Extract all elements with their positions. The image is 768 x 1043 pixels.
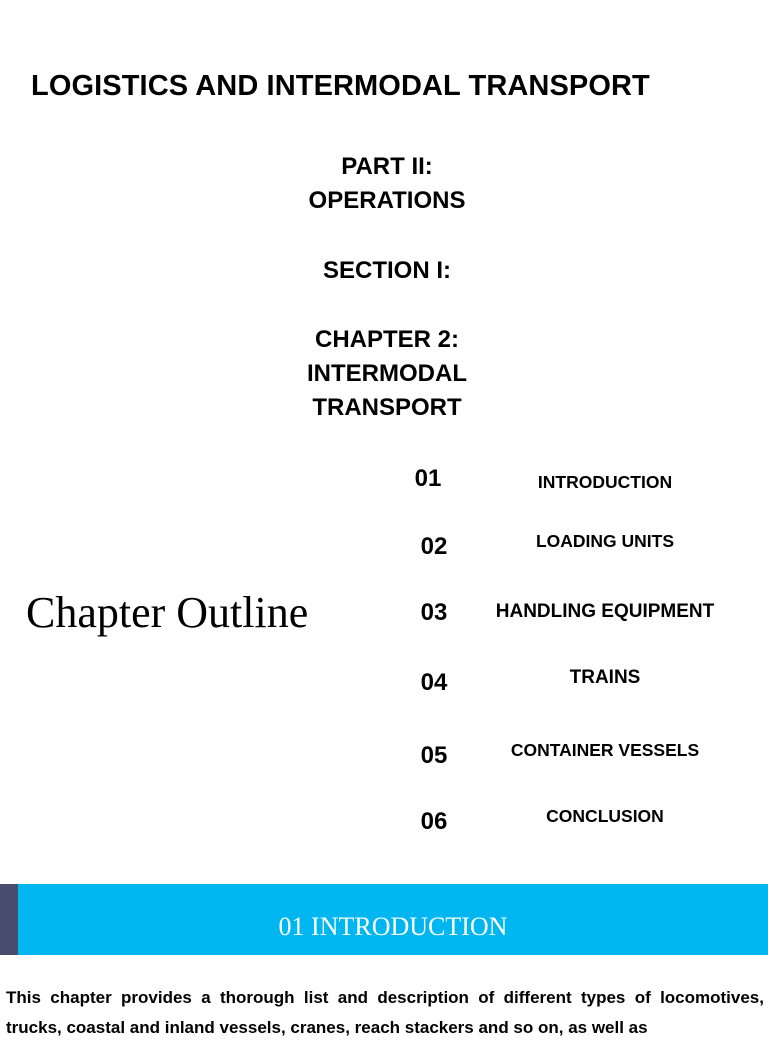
section-heading: SECTION I: bbox=[322, 257, 451, 284]
part-heading bbox=[287, 150, 487, 218]
outline-item-number: 05 bbox=[420, 742, 448, 769]
section-banner bbox=[18, 884, 768, 955]
banner-title: 01 INTRODUCTION bbox=[278, 912, 508, 941]
outline-heading: Chapter Outline bbox=[26, 588, 309, 637]
chapter-name: INTERMODAL TRANSPORT bbox=[307, 360, 467, 421]
outline-item-number: 04 bbox=[420, 669, 448, 696]
outline-item-label: INTRODUCTION bbox=[537, 472, 673, 492]
outline-item-label: CONTAINER VESSELS bbox=[510, 740, 700, 760]
banner-accent-bar bbox=[0, 884, 18, 955]
outline-item-number: 06 bbox=[420, 808, 448, 835]
outline-item-label: TRAINS bbox=[569, 667, 641, 688]
chapter-label: CHAPTER 2: bbox=[314, 326, 459, 353]
intro-paragraph: This chapter provides a thorough list and description of different types of locomotives, trucks, coastal and inland vessels, cranes, reach stackers and so on, as well as bbox=[6, 988, 764, 1037]
outline-item-label: HANDLING EQUIPMENT bbox=[495, 601, 715, 622]
outline-item-number: 02 bbox=[420, 533, 448, 560]
part-name: OPERATIONS bbox=[308, 187, 466, 214]
outline-item-label: CONCLUSION bbox=[546, 806, 664, 826]
outline-item-number: 01 bbox=[414, 465, 442, 492]
part-number: PART II: bbox=[341, 153, 433, 180]
chapter-heading bbox=[287, 323, 487, 433]
document-title: LOGISTICS AND INTERMODAL TRANSPORT bbox=[31, 70, 650, 102]
outline-item-label: LOADING UNITS bbox=[535, 531, 675, 551]
outline-item-number: 03 bbox=[420, 599, 448, 626]
